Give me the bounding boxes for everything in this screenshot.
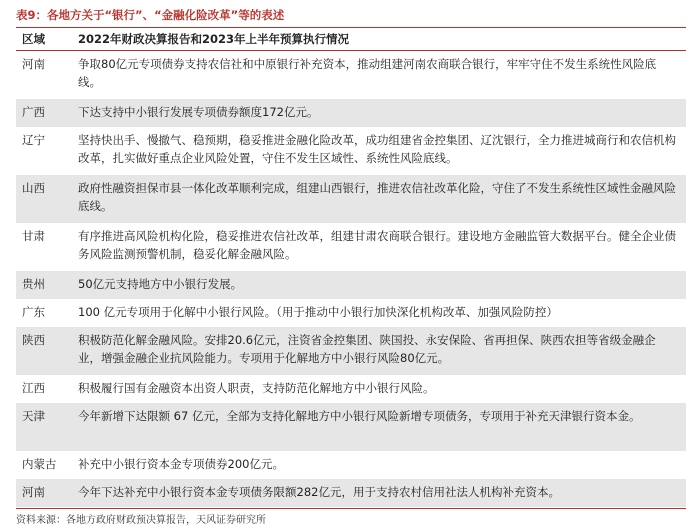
table-row [16, 299, 686, 327]
row-region: 河南 [22, 485, 45, 499]
table-bottom-rule [16, 508, 686, 509]
row-region: 河南 [22, 57, 45, 71]
row-region: 天津 [22, 409, 45, 423]
table-row [16, 327, 686, 375]
table-row [16, 127, 686, 175]
row-text: 下达支持中小银行发展专项债券额度172亿元。 [78, 105, 319, 119]
row-text: 争取80亿元专项债券支持农信社和中原银行补充资本，推动组建河南农商联合银行，牢牢守住不发生系统性风险底线。 [78, 57, 657, 89]
row-text: 今年下达补充中小银行资本金专项债务限额282亿元，用于支持农村信用社法人机构补充资本。 [78, 485, 560, 499]
header-region: 区域 [22, 32, 45, 46]
table-row [16, 99, 686, 127]
header-description: 2022年财政决算报告和2023年上半年预算执行情况 [78, 32, 350, 46]
row-text: 政府性融资担保市县一体化改革顺利完成，组建山西银行，推进农信社改革化险，守住了不发生系统性区域性金融风险底线。 [78, 181, 676, 213]
row-text: 积极履行国有金融资本出资人职责，支持防范化解地方中小银行风险。 [78, 381, 435, 395]
row-text: 50亿元支持地方中小银行发展。 [78, 277, 243, 291]
policy-table [16, 27, 686, 507]
table-row [16, 403, 686, 451]
row-region: 甘肃 [22, 229, 45, 243]
row-text: 坚持快出手、慢撤气、稳预期，稳妥推进金融化险改革，成功组建省金控集团、辽沈银行，全力推进城商行和农信机构改革，扎实做好重点企业风险处置，守住不发生区域性、系统性风险底线。 [78, 133, 676, 165]
row-region: 山西 [22, 181, 45, 195]
table-row [16, 375, 686, 403]
row-region: 陕西 [22, 333, 45, 347]
table-caption: 表9：各地方关于“银行”、“金融化险改革”等的表述 [16, 8, 285, 22]
table-row [16, 271, 686, 299]
row-text: 100 亿元专项用于化解中小银行风险。（用于推动中小银行加快深化机构改革、加强风险防控） [78, 305, 558, 319]
table-row [16, 479, 686, 507]
table-row [16, 451, 686, 479]
row-region: 广西 [22, 105, 45, 119]
row-text: 有序推进高风险机构化险，稳妥推进农信社改革，组建甘肃农商联合银行。建设地方金融监管大数据平台。健全企业债务风险监测预警机制，稳妥化解金融风险。 [78, 229, 676, 261]
row-region: 江西 [22, 381, 45, 395]
row-region: 辽宁 [22, 133, 45, 147]
table-row [16, 223, 686, 271]
table-header-row [16, 28, 686, 51]
row-region: 广东 [22, 305, 45, 319]
row-text: 积极防范化解金融风险。安排20.6亿元，注资省金控集团、陕国投、永安保险、省再担保、陕西农担等省级金融企业，增强金融企业抗风险能力。专项用于化解地方中小银行风险80亿元。 [78, 333, 656, 365]
table-row [16, 51, 686, 99]
row-text: 补充中小银行资本金专项债券200亿元。 [78, 457, 284, 471]
source-note: 资料来源：各地方政府财政预决算报告，天风证券研究所 [16, 515, 266, 526]
row-region: 贵州 [22, 277, 45, 291]
table-row [16, 175, 686, 223]
row-region: 内蒙古 [22, 457, 57, 471]
row-text: 今年新增下达限额 67 亿元，全部为支持化解地方中小银行风险新增专项债务，专项用于补充天津银行资本金。 [78, 409, 641, 423]
